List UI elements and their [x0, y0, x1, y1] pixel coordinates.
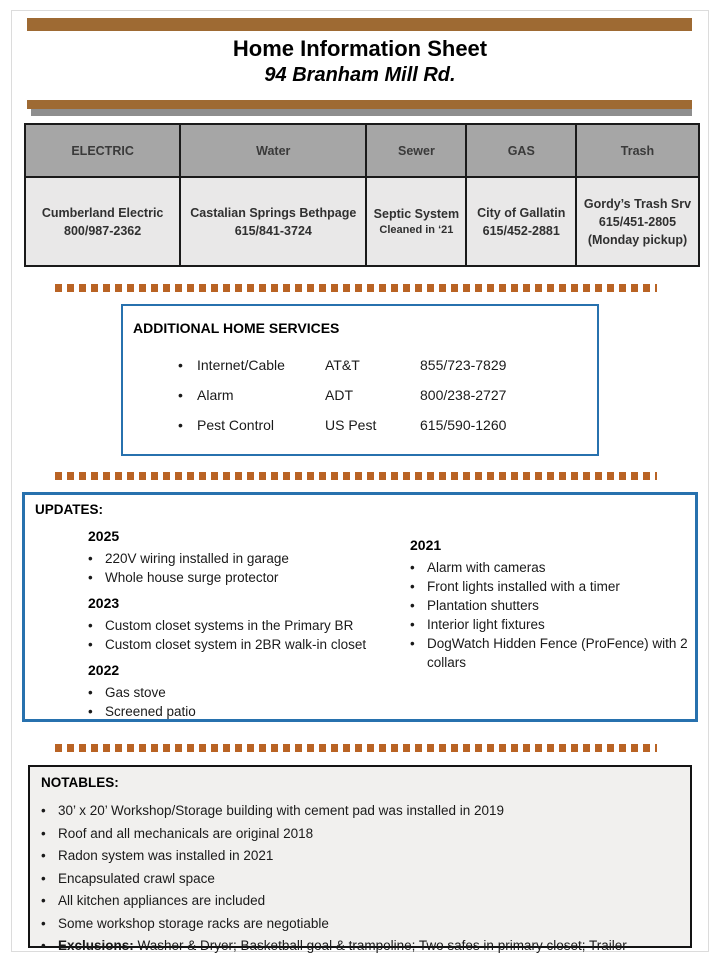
trash-phone: 615/451-2805 [598, 214, 677, 229]
update-item [88, 683, 408, 702]
cell-gas [465, 178, 575, 265]
update-text: Interior light fixtures [427, 617, 545, 632]
notables-title: NOTABLES: [41, 775, 119, 790]
bullet-icon: • [41, 938, 46, 953]
year-label: 2025 [88, 528, 120, 544]
bullet-icon: • [41, 915, 46, 931]
update-item [410, 596, 690, 615]
top-accent-bar [27, 18, 692, 31]
notable-item [41, 823, 682, 846]
service-provider: AT&T [325, 357, 360, 373]
update-year-block [88, 528, 408, 587]
gas-phone: 615/452-2881 [482, 223, 560, 238]
service-name: Alarm [197, 387, 234, 403]
update-text: Front lights installed with a timer [427, 579, 620, 594]
update-item [88, 568, 408, 587]
service-row [123, 387, 597, 407]
dashed-divider [55, 284, 657, 292]
bullet-icon: • [88, 551, 93, 566]
update-year-block [88, 595, 408, 654]
update-text: Whole house surge protector [105, 570, 279, 585]
mid-accent-bar-shadow [31, 109, 692, 116]
service-provider: US Pest [325, 417, 377, 433]
bullet-icon: • [410, 560, 415, 575]
service-phone: 800/238-2727 [420, 387, 507, 403]
bullet-icon: • [88, 637, 93, 652]
notable-item-exclusions [41, 935, 682, 958]
trash-note: (Monday pickup) [587, 232, 688, 247]
dashed-divider [55, 472, 657, 480]
electric-phone: 800/987-2362 [64, 223, 142, 238]
electric-provider: Cumberland Electric [41, 205, 164, 220]
update-text: Custom closet system in 2BR walk-in closet [105, 637, 367, 652]
mid-accent-bar [27, 100, 692, 109]
column-header-electric: ELECTRIC [71, 143, 134, 158]
bullet-icon: • [41, 870, 46, 886]
update-item [88, 616, 408, 635]
exclusions-line [58, 935, 627, 958]
notable-text: Some workshop storage racks are negotiable [58, 915, 329, 931]
utilities-body-row [26, 176, 698, 265]
update-year-block [88, 662, 408, 721]
service-phone: 615/590-1260 [420, 417, 507, 433]
year-label: 2023 [88, 595, 120, 611]
water-provider: Castalian Springs Bethpage [190, 205, 357, 220]
notable-text: Encapsulated crawl space [58, 870, 215, 886]
additional-services-box [121, 304, 599, 456]
page-subtitle: 94 Branham Mill Rd. [264, 64, 456, 86]
service-name: Internet/Cable [197, 357, 285, 373]
update-item [410, 558, 690, 577]
bullet-icon: • [410, 579, 415, 594]
dashed-divider [55, 744, 657, 752]
notable-text: Roof and all mechanicals are original 2018 [58, 825, 314, 841]
update-year-block [410, 537, 690, 672]
bullet-icon: • [41, 825, 46, 841]
notable-item [41, 845, 682, 868]
update-item [88, 549, 408, 568]
column-header-gas: GAS [465, 125, 575, 176]
update-text: Alarm with cameras [427, 560, 546, 575]
notable-item [41, 868, 682, 891]
bullet-icon: • [178, 357, 183, 373]
column-header-sewer: Sewer [365, 125, 465, 176]
bullet-icon: • [88, 570, 93, 585]
bullet-icon: • [178, 417, 183, 433]
exclusions-text: Washer & Dryer; Basketball goal & trampoline; Two safes in primary closet; Trailer [133, 938, 627, 953]
update-text: Gas stove [105, 685, 166, 700]
updates-title: UPDATES: [35, 502, 104, 517]
year-label: 2022 [88, 662, 120, 678]
gas-provider: City of Gallatin [477, 205, 566, 220]
notable-item [41, 800, 682, 823]
bullet-icon: • [410, 598, 415, 613]
sewer-type: Septic System [373, 207, 460, 221]
water-phone: 615/841-3724 [234, 223, 312, 238]
updates-right-column [410, 537, 690, 672]
notable-item [41, 890, 682, 913]
notable-item [41, 913, 682, 936]
update-item [88, 635, 408, 654]
trash-provider: Gordy’s Trash Srv [583, 196, 692, 211]
cell-sewer [365, 178, 465, 265]
bullet-icon: • [41, 803, 46, 818]
service-name: Pest Control [197, 417, 275, 433]
notables-box [28, 765, 692, 953]
update-item [88, 702, 408, 721]
bullet-icon: • [178, 387, 183, 403]
services-title: ADDITIONAL HOME SERVICES [133, 320, 340, 336]
column-header-water: Water [179, 125, 365, 176]
bullet-icon: • [410, 636, 415, 651]
column-header-trash: Trash [575, 125, 698, 176]
update-text: Screened patio [105, 704, 196, 719]
utilities-table [24, 123, 700, 267]
utilities-header-row [26, 125, 698, 176]
bullet-icon: • [88, 685, 93, 700]
bullet-icon: • [410, 617, 415, 632]
update-text: DogWatch Hidden Fence (ProFence) with 2 collars [427, 636, 688, 670]
notable-text: 30’ x 20’ Workshop/Storage building with cement pad was installed in 2019 [58, 803, 505, 818]
update-item [410, 577, 690, 596]
service-phone: 855/723-7829 [420, 357, 507, 373]
service-row [123, 417, 597, 437]
cell-electric [26, 178, 179, 265]
service-provider: ADT [325, 387, 353, 403]
year-label: 2021 [410, 537, 442, 553]
update-text: Custom closet systems in the Primary BR [105, 618, 354, 633]
update-text: Plantation shutters [427, 598, 539, 613]
bullet-icon: • [88, 618, 93, 633]
exclusions-label: Exclusions: [58, 938, 134, 953]
notables-list [41, 800, 682, 958]
update-item [410, 615, 690, 634]
update-text: 220V wiring installed in garage [105, 551, 289, 566]
notable-text: Radon system was installed in 2021 [58, 848, 274, 863]
cell-water [179, 178, 365, 265]
notable-text: All kitchen appliances are included [58, 893, 266, 908]
bullet-icon: • [41, 848, 46, 863]
page-title: Home Information Sheet [232, 36, 488, 61]
updates-left-column [88, 528, 408, 721]
bullet-icon: • [88, 704, 93, 719]
cell-trash [575, 178, 698, 265]
service-row [123, 357, 597, 377]
sewer-note: Cleaned in ‘21 [379, 224, 454, 236]
updates-box [22, 492, 698, 722]
bullet-icon: • [41, 893, 46, 908]
update-item [410, 634, 690, 672]
